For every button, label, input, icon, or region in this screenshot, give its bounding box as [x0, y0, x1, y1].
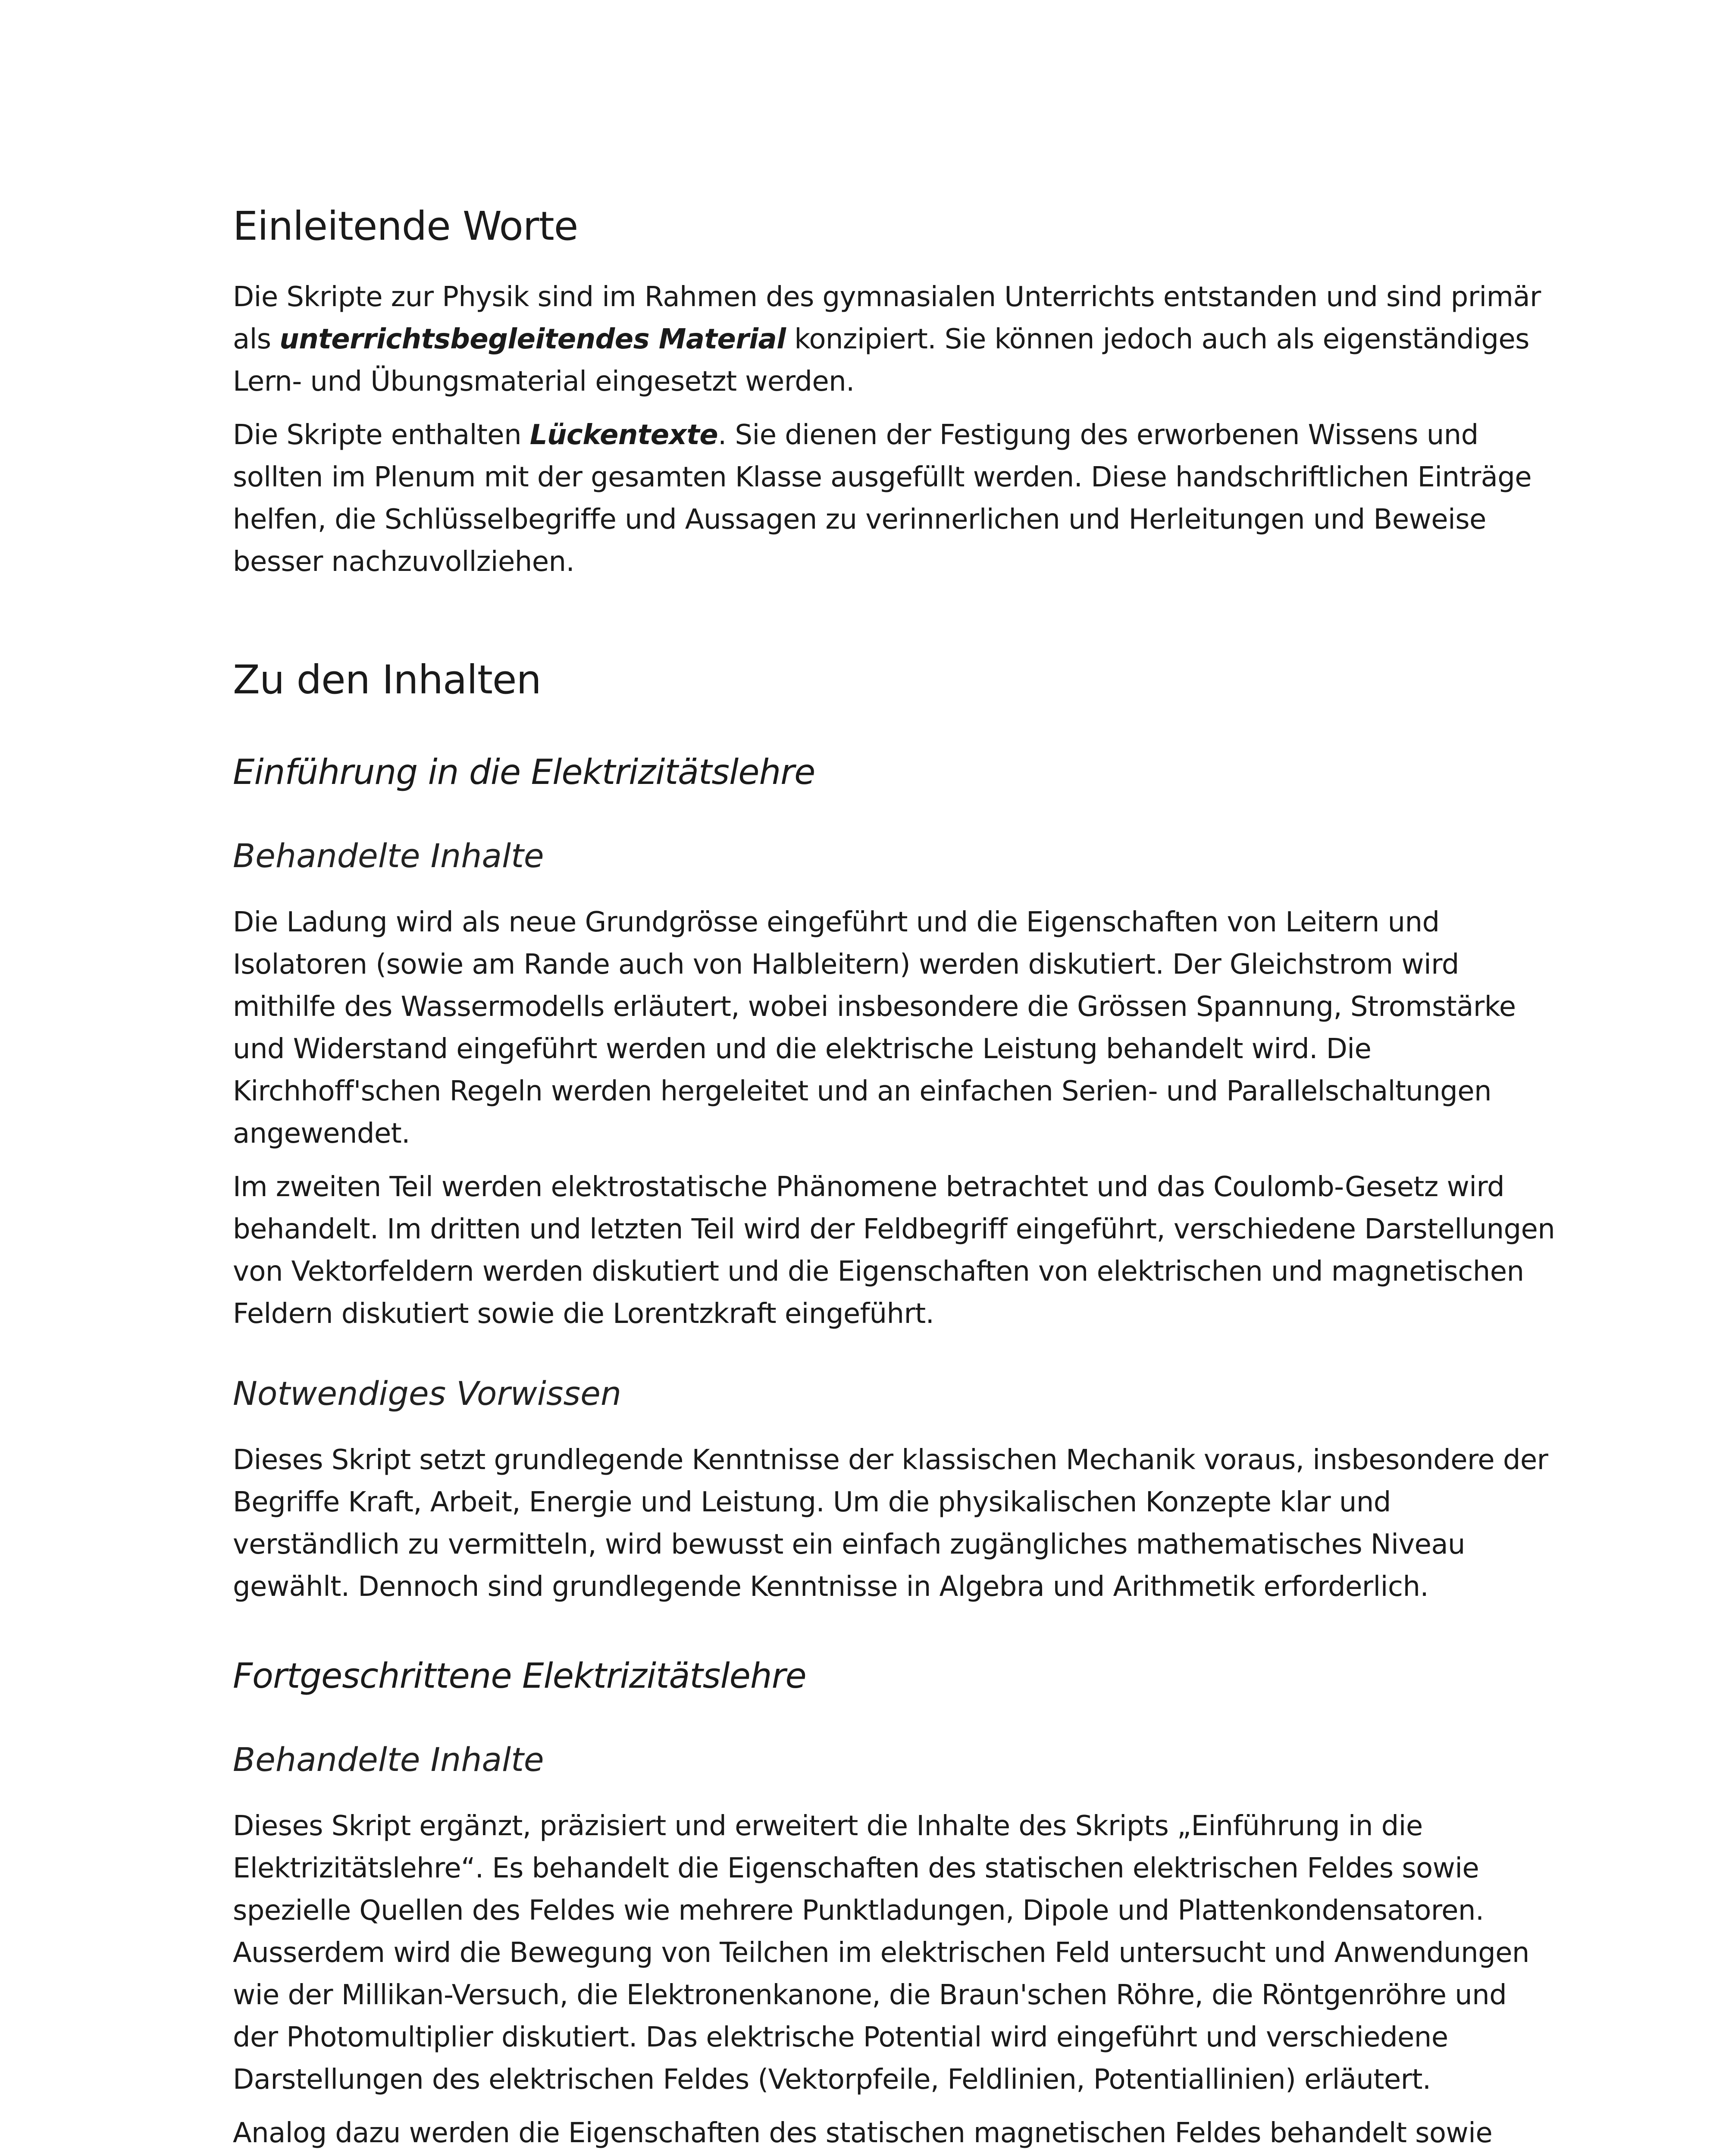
intro-paragraph-1 [233, 276, 1557, 403]
subsection-title-part2: Fortgeschrittene Elektrizitätslehre [233, 1656, 806, 1696]
part1-topics-paragraph-1: Die Ladung wird als neue Grundgrösse eingeführt und die Eigenschaften von Leitern und Isolatoren (sowie am Rande auch von Halbleitern) werden diskutiert. Der Gleichstrom wird mithilfe des Wassermodells erläutert, wobei insbesondere die Grössen Spannung, Stromstärke und Widerstand eingeführt werden und die elektrische Leistung behandelt wird. Die Kirchhoff'schen Regeln werden hergeleitet und an einfachen Serien- und Parallelschaltungen angewendet. [233, 906, 1516, 1150]
part1-topics-paragraph-2: Im zweiten Teil werden elektrostatische Phänomene betrachtet und das Coulomb-Gesetz wird behandelt. Im dritten und letzten Teil wird der Feldbegriff eingeführt, verschiedene Darstellungen von Vektorfeldern werden diskutiert und die Eigenschaften von elektrischen und magnetischen Feldern diskutiert sowie die Lorentzkraft eingeführt. [233, 1171, 1555, 1330]
intro-p1-emphasis: unterrichtsbegleitendes Material [279, 323, 786, 356]
section-title-contents: Zu den Inhalten [233, 657, 541, 703]
part1-prereq-paragraph: Dieses Skript setzt grundlegende Kenntnisse der klassischen Mechanik voraus, insbesondere der Begriffe Kraft, Arbeit, Energie und Leistung. Um die physikalischen Konzepte klar und verständlich zu vermitteln, wird bewusst ein einfach zugängliches mathematisches Niveau gewählt. Dennoch sind grundlegende Kenntnisse in Algebra und Arithmetik erforderlich. [233, 1444, 1548, 1603]
page-content [233, 203, 1557, 2156]
part2-topics-heading: Behandelte Inhalte [233, 1740, 544, 1779]
intro-p2-text-end: . Sie dienen der Festigung des erworbenen Wissens und sollten im Plenum mit der gesamten Klasse ausgefüllt werden. Diese handschriftlichen Einträge helfen, die Schlüsselbegriffe und Aussagen zu verinnerlichen und Herleitungen und Beweise besser nachzuvollziehen. [233, 419, 1532, 578]
intro-paragraph-2 [233, 414, 1557, 583]
section-title-intro: Einleitende Worte [233, 203, 578, 249]
subsection-title-part1: Einführung in die Elektrizitätslehre [233, 752, 815, 792]
intro-p2-text: Die Skripte enthalten [233, 419, 530, 451]
part2-topics-paragraph-1: Dieses Skript ergänzt, präzisiert und erweitert die Inhalte des Skripts „Einführung in die Elektrizitätslehre“. Es behandelt die Eigenschaften des statischen elektrischen Feldes sowie spezielle Quellen des Feldes wie mehrere Punktladungen, Dipole und Plattenkondensatoren. Ausserdem wird die Bewegung von Teilchen im elektrischen Feld untersucht und Anwendungen wie der Millikan-Versuch, die Elektronenkanone, die Braun'schen Röhre, die Röntgenröhre und der Photomultiplier diskutiert. Das elektrische Potential wird eingeführt und verschiedene Darstellungen des elektrischen Feldes (Vektorpfeile, Feldlinien, Potentiallinien) erläutert. [233, 1810, 1529, 2096]
intro-p2-emphasis: Lückentexte [529, 419, 718, 451]
part2-topics-paragraph-2: Analog dazu werden die Eigenschaften des statischen magnetischen Feldes behandelt sowie [233, 2117, 1493, 2150]
part1-topics-heading: Behandelte Inhalte [233, 836, 544, 875]
part1-prereq-heading: Notwendiges Vorwissen [233, 1374, 622, 1413]
intro-p1-text-end: konzipiert. Sie können jedoch auch als eigenständiges Lern- und Übungsmaterial eingesetzt werden. [233, 323, 1529, 398]
intro-p1-text: Die Skripte zur Physik sind im Rahmen des gymnasialen Unterrichts entstanden und sind primär als [233, 281, 1541, 356]
